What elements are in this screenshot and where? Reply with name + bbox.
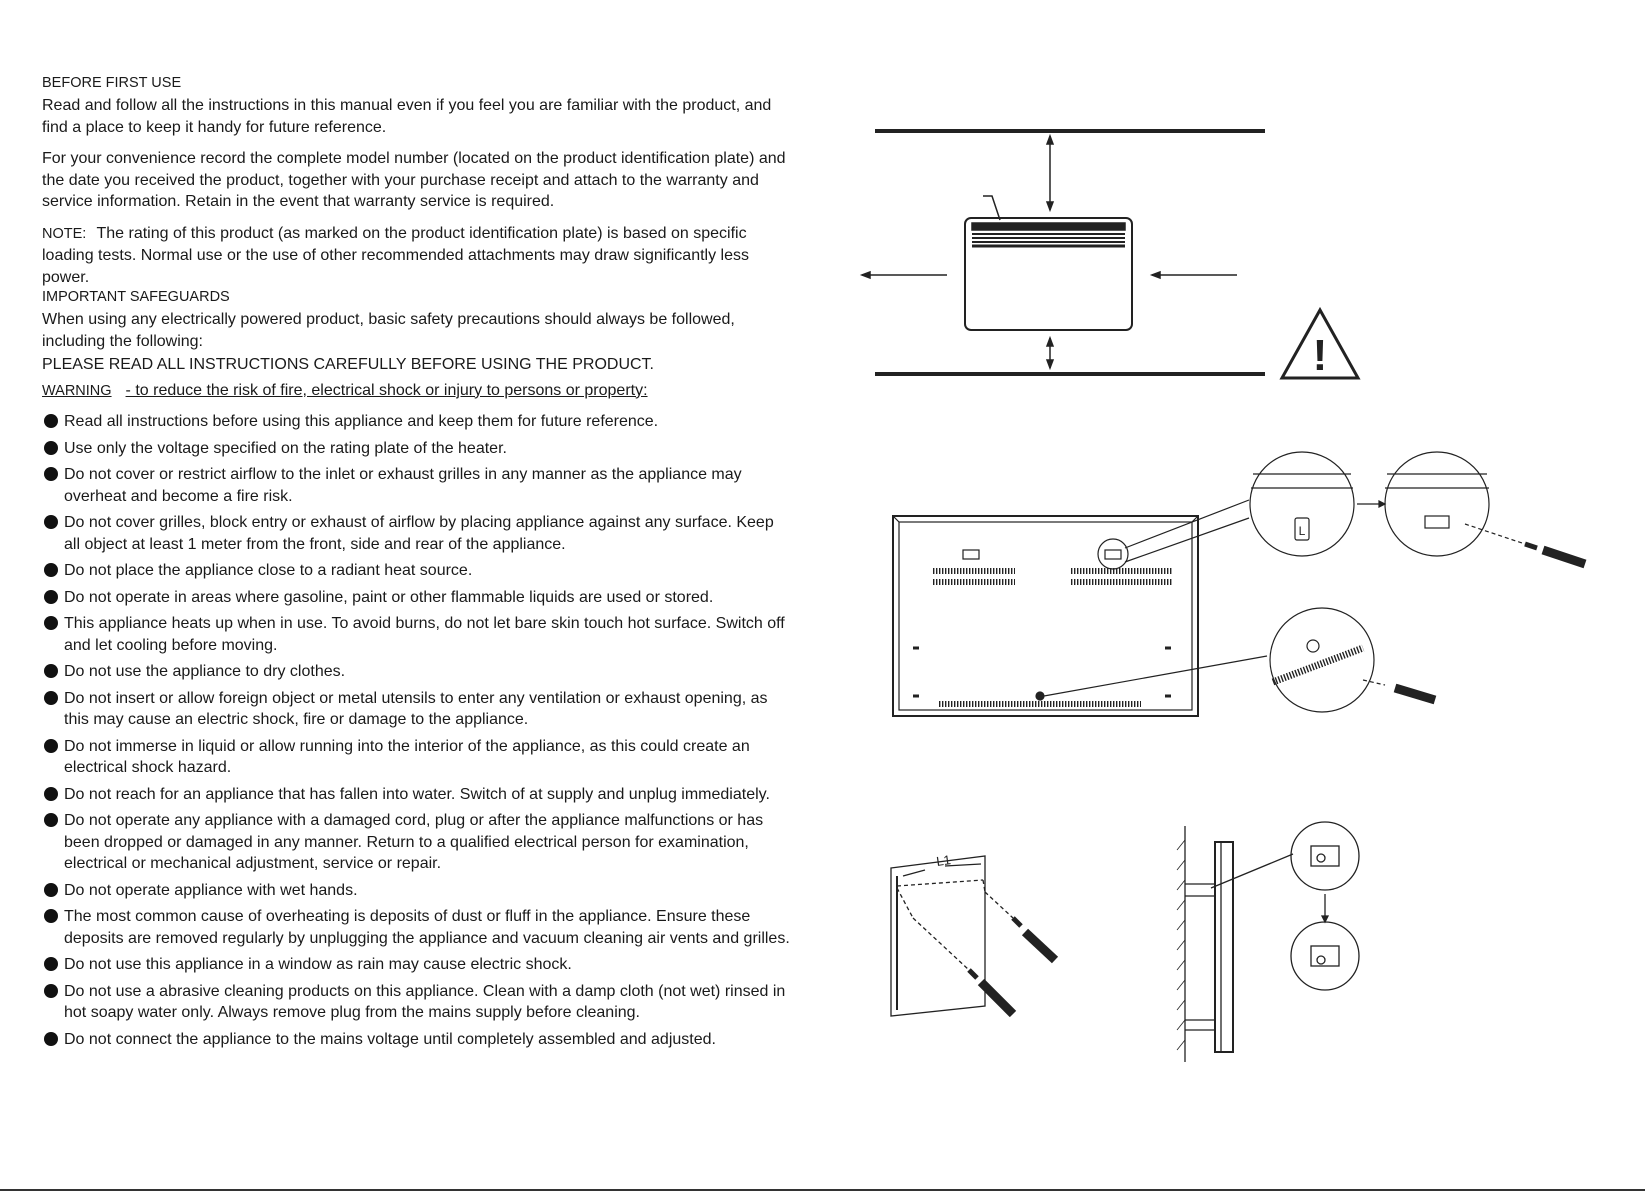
note-text: The rating of this product (as marked on the product identification plate) is based on specific loading tests. Normal use or the use of other recommended attachments may draw significantly less power. [42, 224, 749, 286]
bracket-slot-right [1105, 550, 1121, 559]
safety-bullet-text: Do not cover grilles, block entry or exhaust of airflow by placing appliance against any surface. Keep all object at least 1 meter from the front, side and rear of the appliance. [64, 514, 774, 553]
bracket-detail [1295, 518, 1309, 540]
safety-bullet-text: Do not use the appliance to dry clothes. [64, 663, 346, 680]
wall-mounting-diagram [885, 820, 1205, 1020]
bullet-dot-icon [44, 883, 58, 897]
warning-triangle-icon [1282, 310, 1358, 378]
detail-circle-5 [1291, 922, 1359, 990]
safety-bullet-item [42, 560, 792, 582]
safety-bullet-item [42, 954, 792, 976]
safety-bullet-item [42, 688, 792, 731]
safety-bullet-item [42, 464, 792, 507]
model-number-paragraph: For your convenience record the complete model number (located on the product identification plate) and the date you received the product, together with your purchase receipt and attach to the warranty and service information. Retain in the event that warranty service is required. [42, 150, 786, 210]
safeguards-intro: When using any electrically powered product, basic safety precautions should always be followed, including the following: [42, 311, 735, 350]
before-first-use-heading: BEFORE FIRST USE [42, 75, 182, 91]
dimension-label: L1 [935, 852, 952, 869]
safety-bullet-text: Do not cover or restrict airflow to the inlet or exhaust grilles in any manner as the appliance may overheat and become a fire risk. [64, 466, 742, 505]
bullet-dot-icon [44, 616, 58, 630]
bullet-dot-icon [44, 515, 58, 529]
safety-bullet-item [42, 1029, 792, 1051]
bullet-dot-icon [44, 414, 58, 428]
warning-symbol: ! [1312, 331, 1328, 380]
screwdriver-icon [1543, 550, 1585, 564]
read-all-instructions: PLEASE READ ALL INSTRUCTIONS CAREFULLY BEFORE USING THE PRODUCT. [42, 356, 654, 373]
screwdriver-icon-3 [1025, 932, 1055, 960]
detail-circle-1 [1250, 452, 1354, 556]
heater-side-outline [1215, 842, 1233, 1052]
bullet-dot-icon [44, 691, 58, 705]
bullet-dot-icon [44, 984, 58, 998]
safety-bullet-text: Do not reach for an appliance that has fallen into water. Switch of at supply and unplug immediately. [64, 785, 770, 803]
safety-bullet-item [42, 613, 792, 656]
warning-label: WARNING [42, 382, 112, 399]
back-panel-diagram [885, 452, 1605, 742]
side-mounting-diagram [1175, 820, 1385, 1070]
safety-bullet-item [42, 411, 792, 433]
bottom-screw [1036, 692, 1044, 700]
bracket-detail-3 [1311, 846, 1339, 866]
bullet-dot-icon [44, 590, 58, 604]
safety-bullet-item [42, 981, 792, 1024]
bullet-dot-icon [44, 467, 58, 481]
safety-bullet-text: The most common cause of overheating is deposits of dust or fluff in the appliance. Ensure these deposits are removed regularly by unplugging the appliance and vacuum cleaning air vents and grilles. [64, 908, 790, 947]
safety-bullet-text: Do not immerse in liquid or allow running into the interior of the appliance, as this could create an electrical shock hazard. [64, 737, 750, 776]
bullet-dot-icon [44, 563, 58, 577]
note-label: NOTE: [42, 225, 87, 242]
detail-circle-2 [1385, 452, 1489, 556]
safety-bullet-item [42, 512, 792, 555]
bracket-detail-4 [1311, 946, 1339, 966]
screwdriver-icon-4 [981, 982, 1013, 1014]
safety-bullet-item [42, 587, 792, 609]
heater-back-outline [893, 516, 1198, 716]
safety-bullet-item [42, 736, 792, 779]
bullet-dot-icon [44, 813, 58, 827]
leader-line [983, 196, 1000, 220]
bullet-dot-icon [44, 787, 58, 801]
page-bottom-rule [0, 1189, 1645, 1191]
note-paragraph [42, 223, 792, 289]
detail-circle-marker [1098, 539, 1128, 569]
warning-text: - to reduce the risk of fire, electrical shock or injury to persons or property: [125, 381, 648, 399]
detail-circle-3 [1270, 608, 1374, 712]
safety-bullet-text: Do not place the appliance close to a radiant heat source. [64, 562, 473, 579]
screwdriver-icon-2 [1395, 688, 1435, 700]
safety-bullet-text: Do not operate in areas where gasoline, paint or other flammable liquids are used or stored. [64, 588, 714, 606]
clearance-diagram [860, 120, 1380, 390]
bullet-dot-icon [44, 957, 58, 971]
safety-bullet-text: Do not insert or allow foreign object or metal utensils to enter any ventilation or exhaust opening, as this may cause an electric shock, fire or damage to the appliance. [64, 689, 768, 728]
safety-bullet-item [42, 880, 792, 902]
safety-bullet-item [42, 661, 792, 683]
bullet-dot-icon [44, 909, 58, 923]
safety-bullet-text: This appliance heats up when in use. To avoid burns, do not let bare skin touch hot surface. Switch off and let cooling before moving. [64, 615, 785, 654]
safety-bullet-item [42, 438, 792, 460]
wall-plate [891, 856, 985, 1016]
safety-bullet-text: Use only the voltage specified on the rating plate of the heater. [64, 439, 507, 457]
bullet-dot-icon [44, 1032, 58, 1046]
safety-bullet-item [42, 906, 792, 949]
safety-bullet-text: Do not use this appliance in a window as rain may cause electric shock. [64, 956, 572, 973]
bracket-detail-2 [1425, 516, 1449, 528]
heater-front-outline [965, 218, 1132, 330]
safety-bullet-text: Do not operate any appliance with a damaged cord, plug or after the appliance malfunctions or has been dropped or damaged in any manner. Return to a qualified electrical person for examination, electrical or mechanical adjustment, service or repair. [64, 812, 764, 872]
safety-bullet-item [42, 784, 792, 806]
warning-line [42, 380, 792, 403]
safety-bullet-item [42, 810, 792, 875]
bracket-letter: L [1298, 524, 1306, 538]
important-safeguards-heading: IMPORTANT SAFEGUARDS [42, 289, 230, 305]
safety-bullet-text: Do not connect the appliance to the mains voltage until completely assembled and adjusted. [64, 1030, 716, 1048]
safety-bullet-text: Do not use a abrasive cleaning products on this appliance. Clean with a damp cloth (not wet) rinsed in hot soapy water only. Always remove plug from the mains supply before cleaning. [64, 982, 786, 1021]
bullet-dot-icon [44, 664, 58, 678]
safety-bullet-text: Read all instructions before using this appliance and keep them for future reference. [64, 413, 659, 430]
intro-paragraph: Read and follow all the instructions in this manual even if you feel you are familiar with the product, and find a place to keep it handy for future reference. [42, 97, 772, 136]
bracket-slot-left [963, 550, 979, 559]
detail-circle-4 [1291, 822, 1359, 890]
instructions-column [42, 74, 792, 1055]
safety-bullet-text: Do not operate appliance with wet hands. [64, 881, 358, 899]
safety-bullet-list [42, 411, 792, 1050]
bullet-dot-icon [44, 739, 58, 753]
bullet-dot-icon [44, 441, 58, 455]
